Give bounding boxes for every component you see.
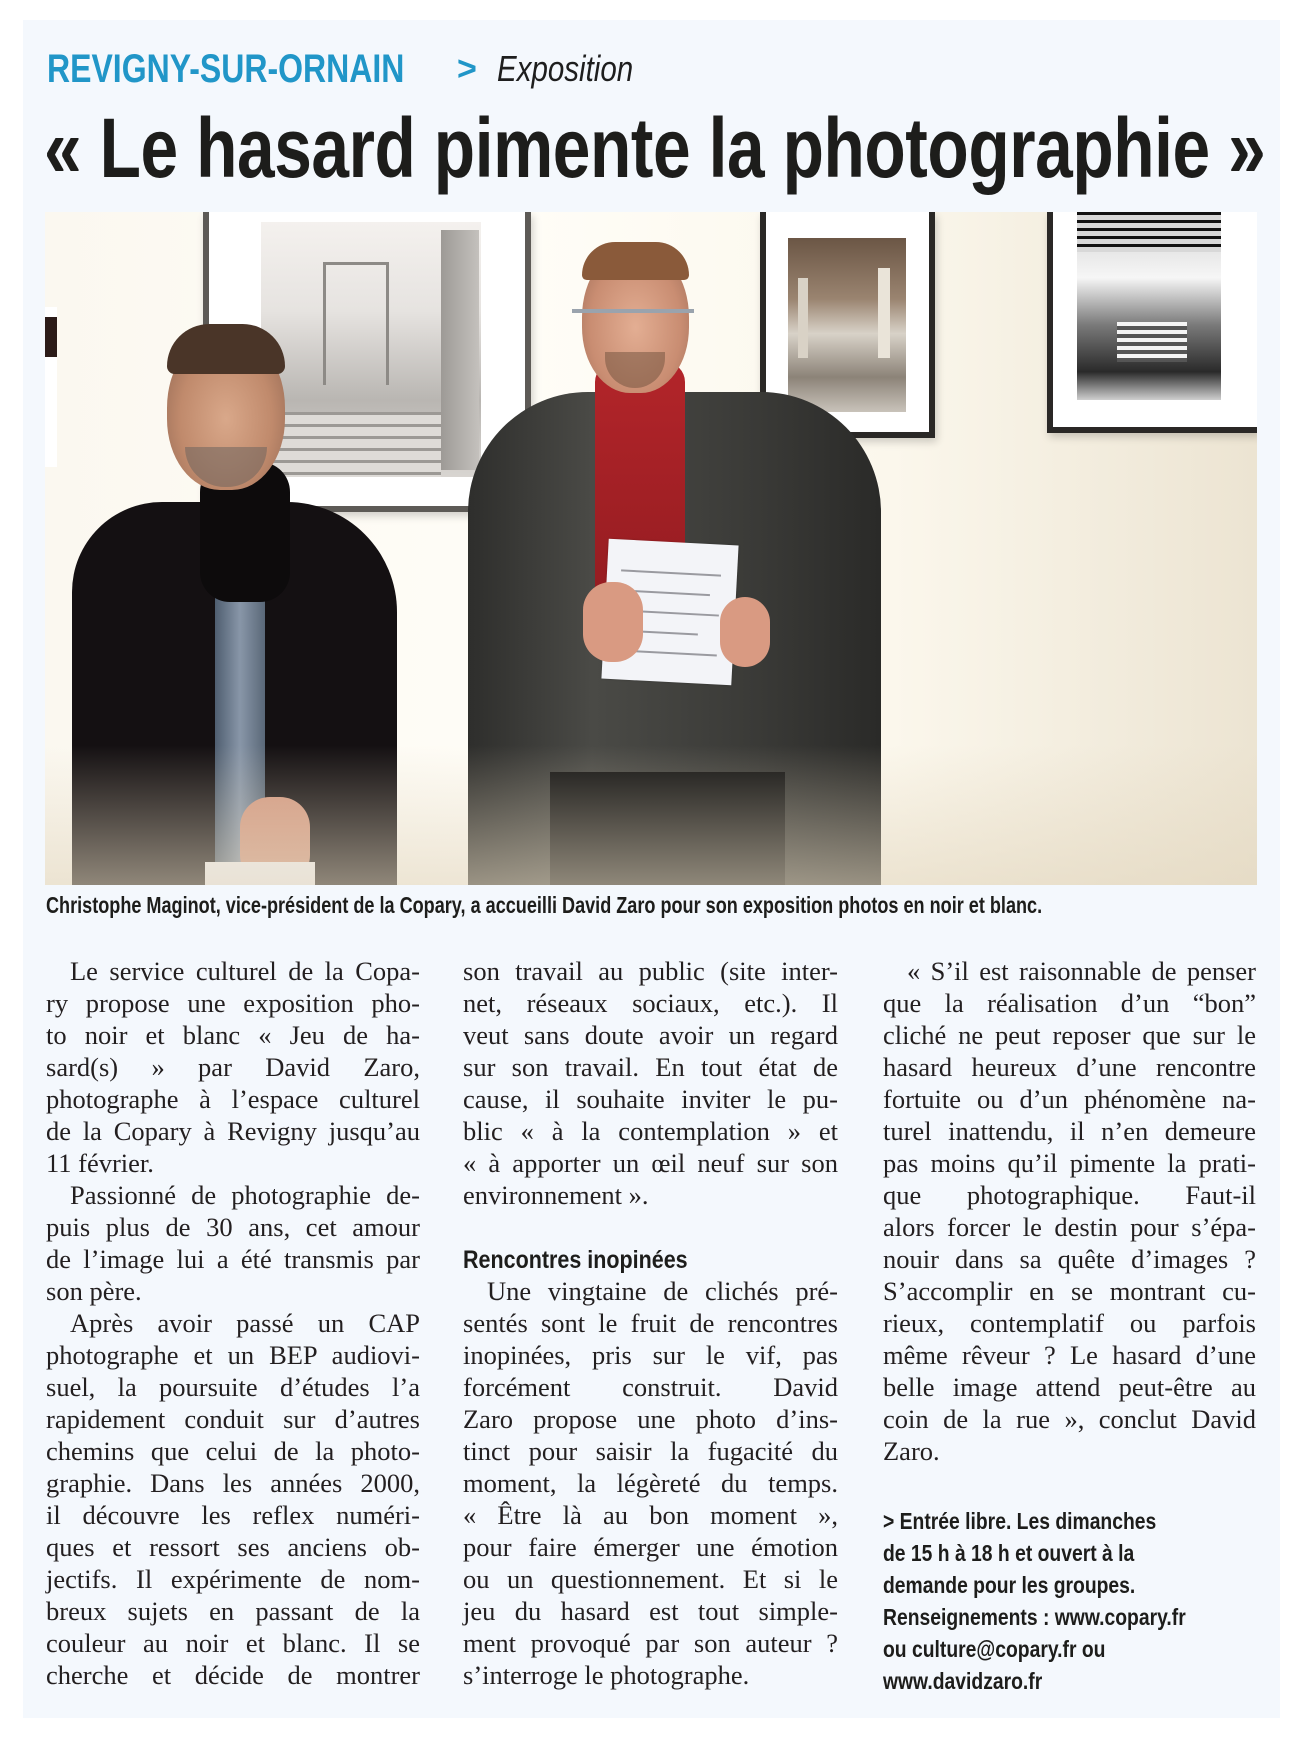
text-line: fortuite ou d’un phénomène na- (883, 1084, 1256, 1114)
text-line: blic « à la contemplation » et (463, 1116, 838, 1146)
text-line: Après avoir passé un CAP (70, 1308, 420, 1338)
text-line: cause, il souhaite inviter le pu- (463, 1084, 838, 1114)
text-line: que la réalisation d’un “bon” (883, 988, 1256, 1018)
text-line: puis plus de 30 ans, cet amour (46, 1212, 420, 1242)
text-line: Zaro propose une photo d’ins- (463, 1404, 838, 1434)
info-line-website-davidzaro[interactable]: www.davidzaro.fr (883, 1668, 1043, 1694)
text-line: sard(s) » par David Zaro, (46, 1052, 420, 1082)
info-line-email[interactable]: ou culture@copary.fr ou (883, 1636, 1106, 1662)
info-line: de 15 h à 18 h et ouvert à la (883, 1540, 1135, 1566)
text-line: cherche et décide de montrer (46, 1660, 420, 1690)
text-line: S’accomplir en se montrant cu- (883, 1276, 1256, 1306)
text-line: pas moins qu’il pimente la prati- (883, 1148, 1256, 1178)
article-photo (45, 212, 1257, 885)
text-line: son père. (46, 1276, 142, 1306)
text-line: couleur au noir et blanc. Il se (46, 1628, 420, 1658)
text-line: rieux, contemplatif ou parfois (883, 1308, 1256, 1338)
text-line: sur son travail. En tout état de (463, 1052, 838, 1082)
text-line: net, réseaux sociaux, etc.). Il (463, 988, 838, 1018)
chevron-right-icon: > (457, 50, 477, 88)
text-line: ques et ressort ses anciens ob- (46, 1532, 420, 1562)
location-label: REVIGNY-SUR-ORNAIN (47, 47, 405, 91)
text-line: Le service culturel de la Copa- (70, 956, 420, 986)
subheading: Rencontres inopinées (463, 1246, 688, 1274)
text-line: hasard heureux d’une rencontre (883, 1052, 1256, 1082)
text-line: « S’il est raisonnable de penser (907, 956, 1256, 986)
text-line: graphie. Dans les années 2000, (46, 1468, 420, 1498)
text-line: sentés sont le fruit de rencontres (463, 1308, 838, 1338)
text-line: tinct pour saisir la fugacité du (463, 1436, 838, 1466)
text-line: cliché ne peut reposer que sur le (883, 1020, 1256, 1050)
article-column-2 (463, 955, 838, 1691)
text-line: forcément construit. David (463, 1372, 838, 1402)
text-line: de la Copary à Revigny jusqu’au (46, 1116, 420, 1146)
text-line: alors forcer le destin pour s’épa- (883, 1212, 1256, 1242)
text-line: Passionné de photographie de- (70, 1180, 420, 1210)
text-line: « à apporter un œil neuf sur son (463, 1148, 838, 1178)
text-line: il découvre les reflex numéri- (46, 1500, 420, 1530)
text-line: Zaro. (883, 1436, 940, 1466)
text-line: inopinées, pris sur le vif, pas (463, 1340, 838, 1370)
framed-print-industrial (1047, 212, 1257, 433)
article-column-3 (883, 955, 1256, 1697)
text-line: que photographique. Faut-il (883, 1180, 1256, 1210)
text-line: moment, la légèreté du temps. (463, 1468, 838, 1498)
info-line: demande pour les groupes. (883, 1572, 1136, 1598)
text-line: pour faire émerger une émotion (463, 1532, 838, 1562)
text-line: 11 février. (46, 1148, 154, 1178)
text-line: jectifs. Il expérimente de nom- (46, 1564, 420, 1594)
info-line: > Entrée libre. Les dimanches (883, 1508, 1157, 1534)
text-line: belle image attend peut-être au (883, 1372, 1256, 1402)
text-line: Une vingtaine de clichés pré- (487, 1276, 838, 1306)
kicker (47, 44, 747, 94)
text-line: même rêveur ? Le hasard d’une (883, 1340, 1256, 1370)
text-line: jeu du hasard est tout simple- (463, 1596, 838, 1626)
text-line: suel, la poursuite d’études l’a (46, 1372, 420, 1402)
article-column-1 (46, 955, 420, 1691)
text-line: son travail au public (site inter- (463, 956, 838, 986)
text-line: to noir et blanc « Jeu de ha- (46, 1020, 420, 1050)
article-title: « Le hasard pimente la photographie » (44, 101, 1266, 195)
photo-caption: Christophe Maginot, vice-président de la Copary, a accueilli David Zaro pour son exposition photos en noir et blanc. (46, 892, 1043, 918)
section-label: Exposition (497, 48, 634, 89)
text-line: turel inattendu, il n’en demeure (883, 1116, 1256, 1146)
text-line: ment provoqué par son auteur ? (463, 1628, 838, 1658)
text-line: coin de la rue », conclut David (883, 1404, 1256, 1434)
text-line: environnement ». (463, 1180, 649, 1210)
text-line: photographe à l’espace culturel (46, 1084, 420, 1114)
practical-info (883, 1505, 1256, 1697)
text-line: ou un questionnement. Et si le (463, 1564, 838, 1594)
text-line: nouir dans sa quête d’images ? (883, 1244, 1256, 1274)
text-line: s’interroge le photographe. (463, 1660, 750, 1690)
text-line: de l’image lui a été transmis par (46, 1244, 420, 1274)
text-line: chemins que celui de la photo- (46, 1436, 420, 1466)
text-line: ry propose une exposition pho- (46, 988, 420, 1018)
text-line: rapidement conduit sur d’autres (46, 1404, 420, 1434)
info-line-website-copary[interactable]: Renseignements : www.copary.fr (883, 1604, 1186, 1630)
text-line: breux sujets en passant de la (46, 1596, 420, 1626)
text-line: photographe et un BEP audiovi- (46, 1340, 420, 1370)
text-line: « Être là au bon moment », (463, 1500, 838, 1530)
text-line: veut sans doute avoir un regard (463, 1020, 838, 1050)
